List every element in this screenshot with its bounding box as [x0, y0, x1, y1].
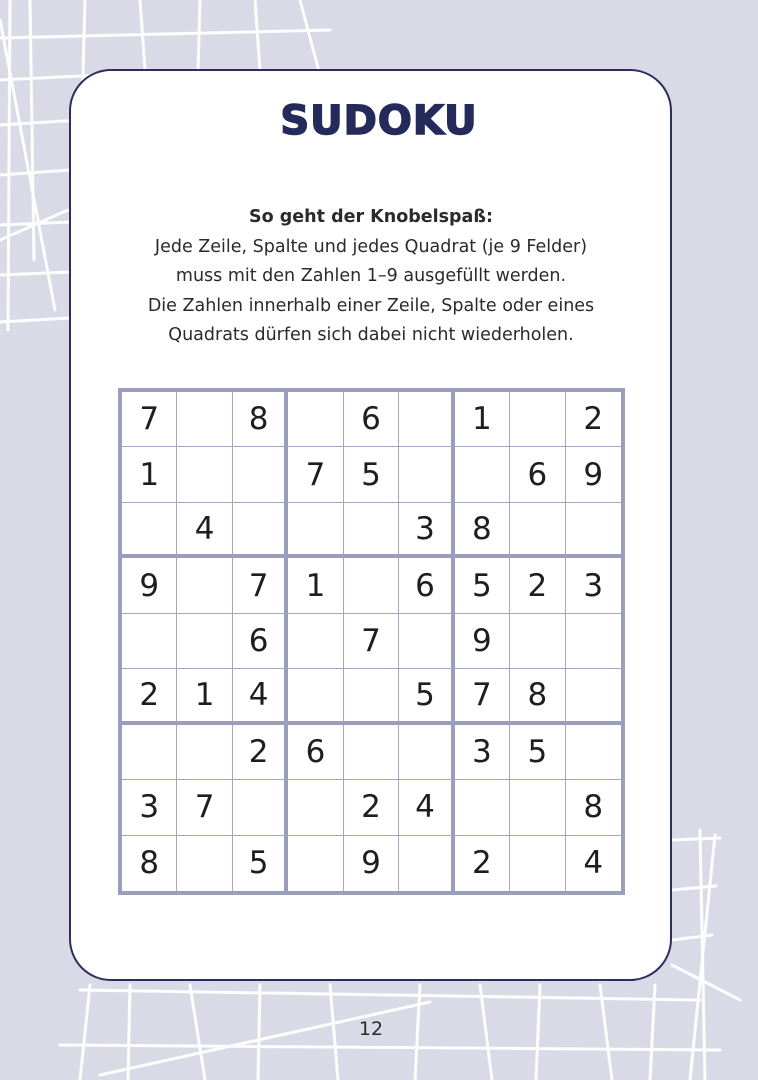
- sudoku-cell[interactable]: [122, 614, 177, 669]
- sudoku-cell[interactable]: [344, 503, 399, 558]
- sudoku-cell[interactable]: [510, 503, 565, 558]
- sudoku-cell: 7: [344, 614, 399, 669]
- sudoku-cell[interactable]: [510, 836, 565, 891]
- sudoku-cell: 6: [233, 614, 288, 669]
- sudoku-cell: 5: [455, 558, 510, 613]
- sudoku-cell[interactable]: [288, 392, 343, 447]
- sudoku-cell[interactable]: [233, 447, 288, 502]
- sudoku-cell: 1: [122, 447, 177, 502]
- sudoku-cell[interactable]: [288, 503, 343, 558]
- instructions-heading: So geht der Knobelspaß:: [249, 207, 493, 227]
- sudoku-cell: 4: [177, 503, 232, 558]
- sudoku-cell[interactable]: [344, 558, 399, 613]
- sudoku-cell: 2: [510, 558, 565, 613]
- sudoku-cell: 7: [233, 558, 288, 613]
- sudoku-cell[interactable]: [510, 780, 565, 835]
- sudoku-cell[interactable]: [399, 614, 454, 669]
- sudoku-cell: 2: [455, 836, 510, 891]
- sudoku-cell: 4: [233, 669, 288, 724]
- sudoku-cell: 9: [566, 447, 621, 502]
- sudoku-cell[interactable]: [399, 836, 454, 891]
- sudoku-cell: 9: [455, 614, 510, 669]
- sudoku-cell[interactable]: [399, 447, 454, 502]
- sudoku-cell: 6: [510, 447, 565, 502]
- instructions: [100, 203, 642, 351]
- sudoku-cell[interactable]: [233, 503, 288, 558]
- page-number: 12: [358, 1018, 384, 1040]
- sudoku-cell: 8: [122, 836, 177, 891]
- instructions-line: Jede Zeile, Spalte und jedes Quadrat (je 9 Felder): [154, 236, 588, 257]
- sudoku-cell: 3: [566, 558, 621, 613]
- sudoku-cell[interactable]: [288, 780, 343, 835]
- sudoku-cell[interactable]: [399, 392, 454, 447]
- sudoku-cell[interactable]: [177, 725, 232, 780]
- sudoku-cell: 1: [288, 558, 343, 613]
- sudoku-cell: 9: [122, 558, 177, 613]
- sudoku-cell[interactable]: [510, 614, 565, 669]
- sudoku-cell[interactable]: [344, 669, 399, 724]
- sudoku-cell: 1: [177, 669, 232, 724]
- sudoku-cell[interactable]: [455, 447, 510, 502]
- sudoku-cell[interactable]: [288, 614, 343, 669]
- sudoku-cell: 2: [233, 725, 288, 780]
- sudoku-cell[interactable]: [233, 780, 288, 835]
- sudoku-cell: 6: [344, 392, 399, 447]
- sudoku-cell: 8: [566, 780, 621, 835]
- sudoku-cell[interactable]: [288, 669, 343, 724]
- sudoku-cell[interactable]: [177, 836, 232, 891]
- sudoku-cell[interactable]: [566, 725, 621, 780]
- sudoku-cell: 7: [288, 447, 343, 502]
- sudoku-cell[interactable]: [399, 725, 454, 780]
- sudoku-cell: 8: [510, 669, 565, 724]
- sudoku-cell: 2: [122, 669, 177, 724]
- sudoku-cell: 2: [344, 780, 399, 835]
- sudoku-cell: 7: [455, 669, 510, 724]
- sudoku-cell: 3: [455, 725, 510, 780]
- sudoku-cell: 5: [510, 725, 565, 780]
- sudoku-cell[interactable]: [566, 503, 621, 558]
- sudoku-cell[interactable]: [177, 447, 232, 502]
- sudoku-cell[interactable]: [177, 614, 232, 669]
- sudoku-cell: 3: [399, 503, 454, 558]
- instructions-line: muss mit den Zahlen 1–9 ausgefüllt werden.: [175, 266, 567, 286]
- sudoku-cell: 5: [233, 836, 288, 891]
- sudoku-cell: 2: [566, 392, 621, 447]
- sudoku-grid: [118, 388, 625, 895]
- sudoku-cell: 6: [288, 725, 343, 780]
- sudoku-cell: 5: [344, 447, 399, 502]
- sudoku-cell: 8: [455, 503, 510, 558]
- sudoku-cell: 3: [122, 780, 177, 835]
- instructions-line: Die Zahlen innerhalb einer Zeile, Spalte oder eines: [147, 295, 595, 316]
- sudoku-cell: 4: [583, 845, 604, 882]
- sudoku-cell: 5: [399, 669, 454, 724]
- sudoku-cell[interactable]: [566, 669, 621, 724]
- sudoku-cell: 7: [122, 392, 177, 447]
- sudoku-cell[interactable]: [344, 725, 399, 780]
- sudoku-cell: 7: [177, 780, 232, 835]
- sudoku-cell[interactable]: [122, 503, 177, 558]
- sudoku-cell: 9: [344, 836, 399, 891]
- sudoku-cell[interactable]: [177, 558, 232, 613]
- sudoku-cell: 8: [233, 392, 288, 447]
- sudoku-cell[interactable]: [455, 780, 510, 835]
- sudoku-cell[interactable]: [177, 392, 232, 447]
- sudoku-cell[interactable]: [510, 392, 565, 447]
- sudoku-cell[interactable]: [122, 725, 177, 780]
- sudoku-cell: 4: [399, 780, 454, 835]
- sudoku-cell[interactable]: [566, 614, 621, 669]
- sudoku-cell: 6: [399, 558, 454, 613]
- sudoku-cell: 1: [455, 392, 510, 447]
- page-title: SUDOKU: [280, 98, 478, 144]
- sudoku-cell[interactable]: [288, 836, 343, 891]
- instructions-line: Quadrats dürfen sich dabei nicht wiederholen.: [168, 325, 574, 345]
